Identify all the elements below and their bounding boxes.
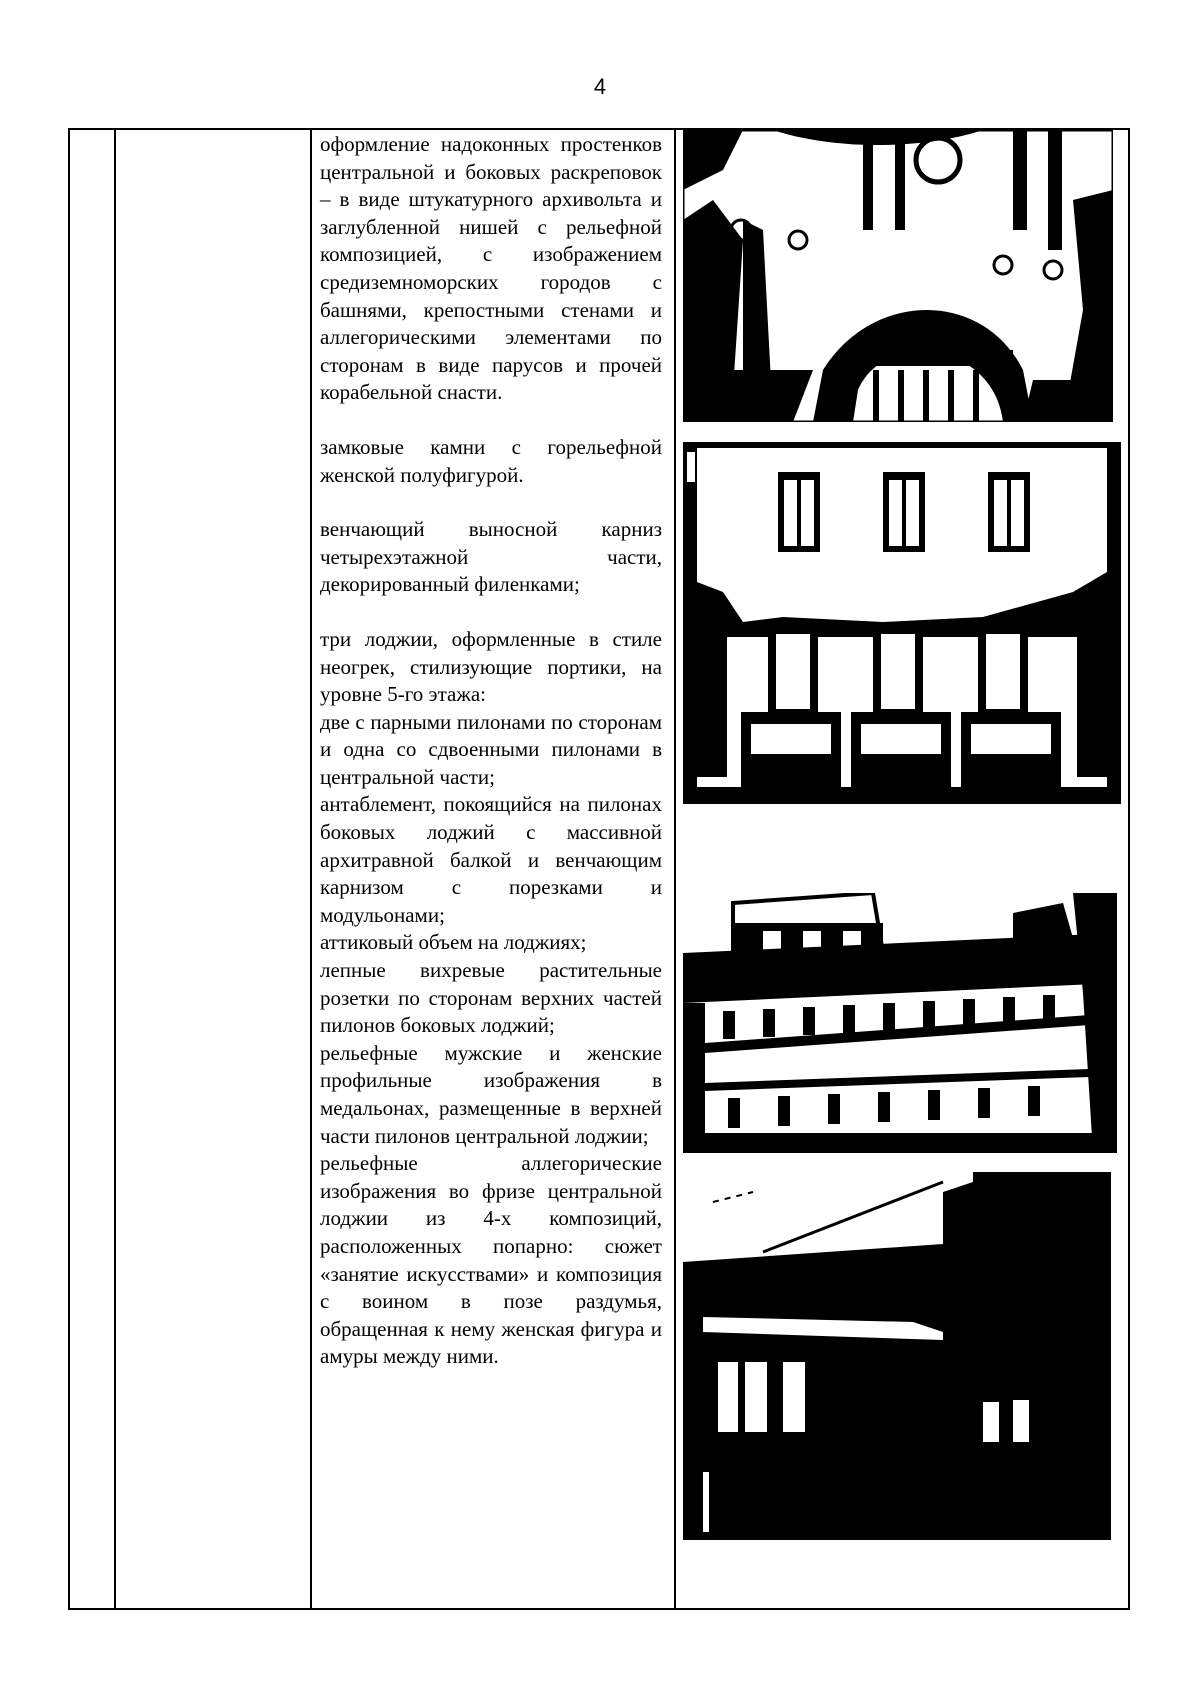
building-street-view-photo xyxy=(683,893,1117,1153)
facade-loggias-photo xyxy=(683,442,1121,804)
description-item: замковые камни с горельефной женской полуфигурой. xyxy=(320,434,662,487)
column-divider xyxy=(114,130,116,1608)
loggia-dark-photo xyxy=(683,1172,1111,1540)
column-divider xyxy=(310,130,312,1608)
description-item: лепные вихревые растительные розетки по сторонам верхних частей пилонов боковых лоджий; xyxy=(320,958,662,1038)
description-item: оформление надоконных простенков центральной и боковых раскреповок – в виде штукатурного архивольта и заглубленной нишей с рельефной композицией, с изображением средиземноморских городов с башнями, крепостными стенами и аллегорическими элементами по сторонам в виде парусов и прочей корабельной снасти. xyxy=(320,132,662,405)
description-item: две с парными пилонами по сторонам и одна со сдвоенными пилонами в центральной части; xyxy=(320,709,662,789)
description-item: венчающий выносной карниз четырехэтажной части, декорированный филенками; xyxy=(320,517,662,597)
description-item: рельефные мужские и женские профильные изображения в медальонах, размещенные в верхней части пилонов центральной лоджии; xyxy=(320,1040,662,1148)
description-item: рельефные аллегорические изображения во фризе центральной лоджии из 4-х композиций, расположенных попарно: сюжет «занятие искусствами» и композиция с воином в позе раздумья, обращенная к нему женская фигура и амуры между ними. xyxy=(320,1151,662,1369)
page-number: 4 xyxy=(593,74,607,99)
description-item: антаблемент, покоящийся на пилонах боковых лоджий с массивной архитравной балкой и венчающим карнизом с порезками и модульонами; xyxy=(320,792,662,927)
column-divider xyxy=(674,130,676,1608)
description-item: три лоджии, оформленные в стиле неогрек, стилизующие портики, на уровне 5-го этажа: xyxy=(320,626,662,707)
description-item: аттиковый объем на лоджиях; xyxy=(320,930,587,955)
description-cell xyxy=(320,131,662,1371)
facade-arch-relief-photo xyxy=(683,130,1113,422)
